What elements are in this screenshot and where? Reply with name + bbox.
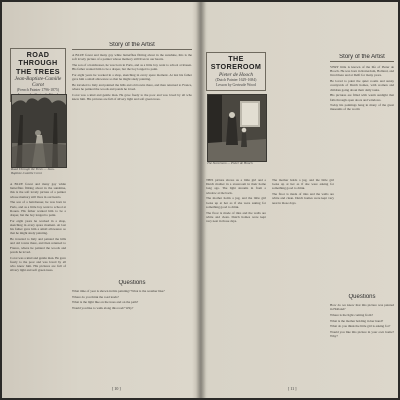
left-title: ROAD THROUGH THE TREES bbox=[16, 50, 60, 76]
left-painting bbox=[11, 94, 67, 168]
right-picture-column bbox=[206, 178, 266, 225]
right-title-box bbox=[206, 52, 266, 91]
right-story-paragraph: VERY little is known of the life of Pieter de Hooch. He was born in Rotterdam, Holland, and lived there and at Delft for many years. bbox=[330, 65, 394, 78]
storeroom-image bbox=[208, 95, 266, 161]
left-page bbox=[2, 2, 198, 398]
left-section-heading: Story of the Artist bbox=[72, 42, 192, 50]
right-mid-column bbox=[272, 178, 334, 206]
left-story-column bbox=[72, 42, 192, 103]
left-narrow-paragraph: He traveled to Italy and painted the hills and old towns there, and then returned to France, where he painted the woods and ponds he loved. bbox=[10, 237, 66, 254]
left-narrow-paragraph: For eight years he worked in a shop, sketching in every spare moment. At last his father gave him a small allowance so that he might study painting. bbox=[10, 218, 66, 236]
left-caption: Road Through the Trees — Jean-Baptiste-Camille Corot bbox=[11, 168, 55, 175]
right-title-block bbox=[206, 52, 266, 91]
left-story-paragraph: A BLUE forest and many gay white butterflies flitting about in the sunshine, this is the soft lovely picture of a painter whose memory still lives in our hearts. bbox=[72, 53, 192, 62]
left-question: What time of year is shown in this painting? What is the weather like? bbox=[72, 289, 165, 293]
left-questions bbox=[72, 280, 192, 312]
right-section-heading: Story of the Artist bbox=[330, 54, 394, 62]
right-question: What is the mother holding in her hand? bbox=[330, 318, 384, 323]
right-painting bbox=[207, 94, 267, 162]
right-page bbox=[202, 2, 398, 398]
right-story-paragraph: He loved to paint the quiet rooms and sunny courtyards of Dutch homes, with women and children going about their daily tasks. bbox=[330, 79, 394, 92]
left-artist-dates: (French Painter 1796-1875) bbox=[16, 88, 60, 93]
right-artist-dates: (Dutch Painter 1629-1684) bbox=[215, 77, 257, 82]
magazine-spread bbox=[2, 2, 398, 398]
left-question: Would you like to walk along this road? Why? bbox=[72, 306, 134, 311]
right-mid-paragraph: The floor is made of tiles and the walls are white and clean. Dutch homes were kept very neat in those days. bbox=[272, 192, 334, 205]
right-question: How do we know that this picture was painted in Holland? bbox=[330, 303, 394, 312]
left-story-paragraph: Corot was a kind and gentle man. He gave freely to the poor and was loved by all who knew him. His pictures are full of silvery light and soft green trees. bbox=[72, 92, 192, 101]
right-picture-paragraph: The mother holds a jug, and the little girl looks up at her as if she were asking for something good to drink. bbox=[206, 196, 266, 209]
right-story-paragraph: Today his paintings hang in many of the great museums of the world. bbox=[330, 103, 394, 112]
left-story-paragraph: For eight years he worked in a shop, sketching in every spare moment. At last his father gave him a small allowance so that he might study painting. bbox=[72, 72, 192, 82]
right-questions-heading: Questions bbox=[348, 294, 376, 300]
right-question: Would you like this picture in your own home? Why? bbox=[330, 330, 394, 339]
right-story-paragraph: His pictures are filled with warm sunlight that falls through open doors and windows. bbox=[330, 93, 394, 102]
left-folio: [ 10 ] bbox=[112, 386, 121, 391]
right-folio: [ 11 ] bbox=[288, 386, 297, 391]
right-picture-paragraph: The floor is made of tiles and the walls are white and clean. Dutch homes were kept very neat in those days. bbox=[206, 210, 266, 223]
right-lesson-by: Lesson by Gertrude Wood bbox=[216, 82, 256, 87]
left-narrow-paragraph: Corot was a kind and gentle man. He gave freely to the poor and was loved by all who knew him. His pictures are full of silvery light and soft green trees. bbox=[10, 255, 66, 273]
right-caption: The Storeroom — Pieter de Hooch bbox=[207, 162, 253, 165]
left-narrow-paragraph: The son of a hairdresser, he was born in Paris, and as a little boy went to school at Rouen. His father wanted him to be a draper, but the boy longed to paint. bbox=[10, 200, 66, 218]
left-narrow-column bbox=[10, 182, 66, 382]
right-picture-paragraph: THIS picture shows us a little girl and a Dutch mother in a storeroom in their home long ago. The light streams in from a window at the back. bbox=[206, 178, 266, 195]
left-question: What is the light like on the trees and on the path? bbox=[72, 300, 139, 305]
right-title: THE STOREROOM bbox=[210, 54, 262, 72]
road-through-trees-image bbox=[12, 95, 66, 167]
right-artist: Pieter de Hooch bbox=[219, 71, 253, 78]
left-story-paragraph: He traveled to Italy and painted the hills and old towns there, and then returned to France, where he painted the woods and ponds he loved. bbox=[72, 82, 192, 92]
right-question: What do you think the little girl is asking for? bbox=[330, 324, 391, 329]
left-artist: Jean-Baptiste-Camille Corot bbox=[14, 75, 62, 89]
left-question: Where do you think the road leads? bbox=[72, 294, 119, 299]
left-story-paragraph: The son of a hairdresser, he was born in Paris, and as a little boy went to school at Rouen. His father wanted him to be a draper, but the boy longed to paint. bbox=[72, 62, 192, 72]
right-story-column bbox=[330, 54, 394, 113]
right-questions bbox=[330, 294, 394, 340]
left-questions-heading: Questions bbox=[118, 280, 146, 286]
left-narrow-paragraph: A BLUE forest and many gay white butterflies flitting about in the sunshine, this is the soft lovely picture of a painter whose memory still lives in our hearts. bbox=[10, 182, 66, 199]
right-question: Where is the light coming from? bbox=[330, 312, 373, 317]
right-mid-paragraph: The mother holds a jug, and the little girl looks up at her as if she were asking for something good to drink. bbox=[272, 178, 334, 191]
